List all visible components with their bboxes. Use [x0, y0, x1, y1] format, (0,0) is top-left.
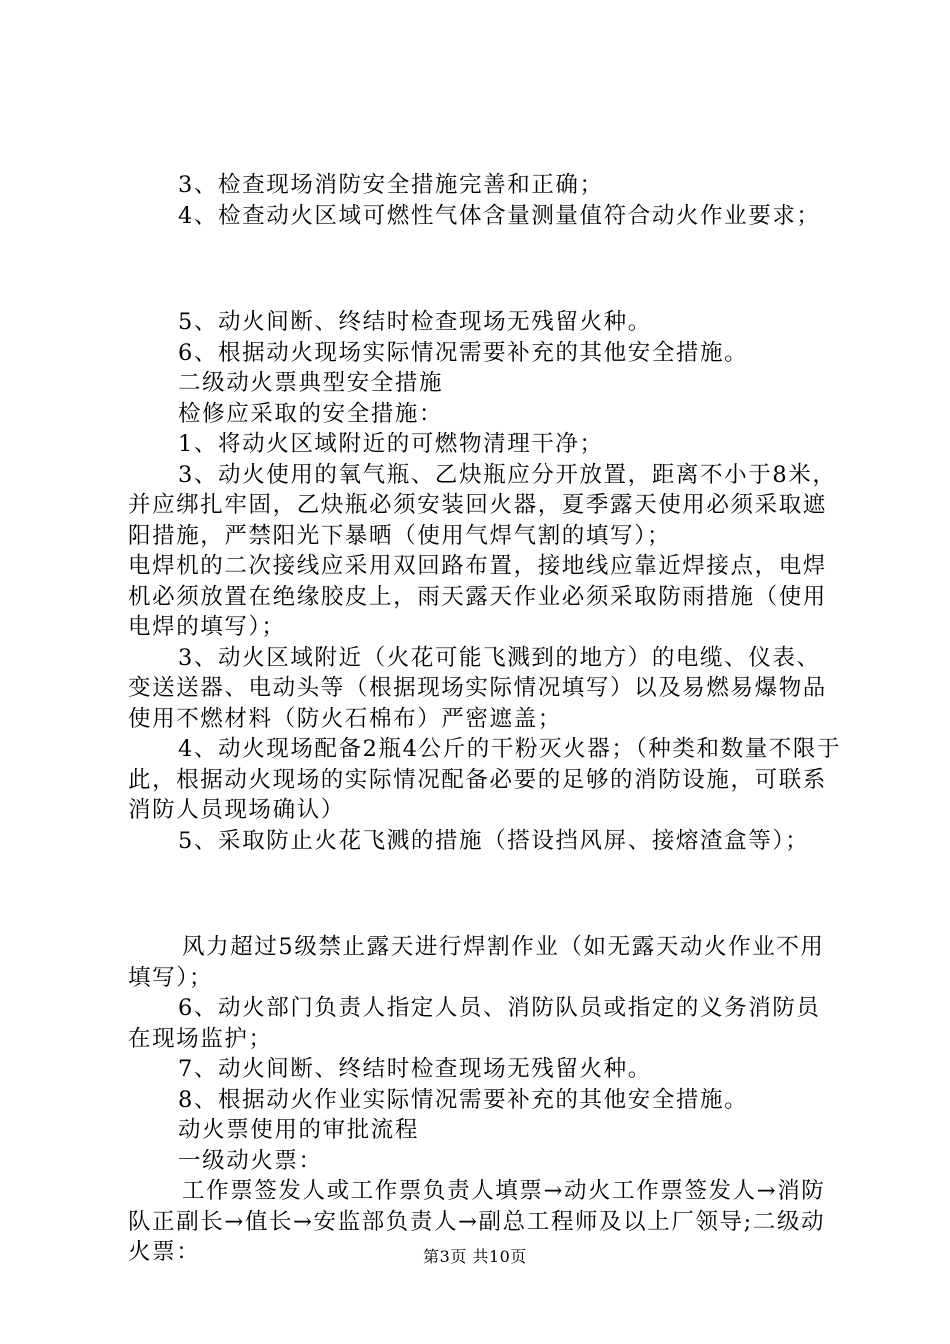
paragraph: 4、检查动火区域可燃性气体含量测量值符合动火作业要求；: [178, 202, 821, 229]
document-body: [128, 170, 844, 1268]
paragraph: 5、动火间断、终结时检查现场无残留火种。: [178, 309, 652, 335]
paragraph: 风力超过5级禁止露天进行焊割作业（如无露天动火作业不用填写）；: [128, 934, 825, 991]
page-footer: 第3页 共10页: [423, 1247, 527, 1266]
paragraph: 6、动火部门负责人指定人员、消防队员或指定的义务消防员在现场监护；: [128, 995, 821, 1052]
paragraph: 3、检查现场消防安全措施完善和正确；: [178, 172, 604, 198]
paragraph: 1、将动火区域附近的可燃物清理干净；: [178, 431, 604, 457]
paragraph: 检修应采取的安全措施：: [178, 400, 444, 427]
paragraph: 6、根据动火现场实际情况需要补充的其他安全措施。: [178, 339, 749, 366]
blank-line: [128, 254, 844, 285]
paragraph: 4、动火现场配备2瓶4公斤的干粉灭火器；（种类和数量不限于此，根据动火现场的实际情况配备必要的足够的消防设施，可联系消防人员现场确认）: [128, 736, 842, 823]
paragraph: 3、动火区域附近（火花可能飞溅到的地方）的电缆、仪表、变送送器、电动头等（根据现场实际情况填写）以及易燃易爆物品使用不燃材料（防火石棉布）严密遮盖；: [128, 644, 827, 732]
paragraph: 7、动火间断、终结时检查现场无残留火种。: [178, 1056, 652, 1082]
paragraph: 5、采取防止火花飞溅的措施（搭设挡风屏、接熔渣盒等）；: [178, 827, 810, 854]
paragraph: 电焊机的二次接线应采用双回路布置，接地线应靠近焊接点，电焊机必须放置在绝缘胶皮上，雨天露天作业必须采取防雨措施（使用电焊的填写）；: [128, 553, 827, 640]
paragraph: 工作票签发人或工作票负责人填票→动火工作票签发人→消防队正副长→值长→安监部负责人→副总工程师及以上厂领导;二级动火票：: [128, 1178, 826, 1265]
paragraph: 3、动火使用的氧气瓶、乙炔瓶应分开放置，距离不小于8米，并应绑扎牢固，乙炔瓶必须安装回火器，夏季露天使用必须采取遮阳措施，严禁阳光下暴晒（使用气焊气割的填写）；: [128, 461, 837, 549]
paragraph: 8、根据动火作业实际情况需要补充的其他安全措施。: [178, 1086, 749, 1113]
paragraph: 二级动火票典型安全措施: [178, 370, 444, 396]
paragraph: 动火票使用的审批流程: [178, 1117, 420, 1143]
paragraph: 一级动火票：: [178, 1147, 323, 1174]
blank-line: [128, 879, 844, 910]
